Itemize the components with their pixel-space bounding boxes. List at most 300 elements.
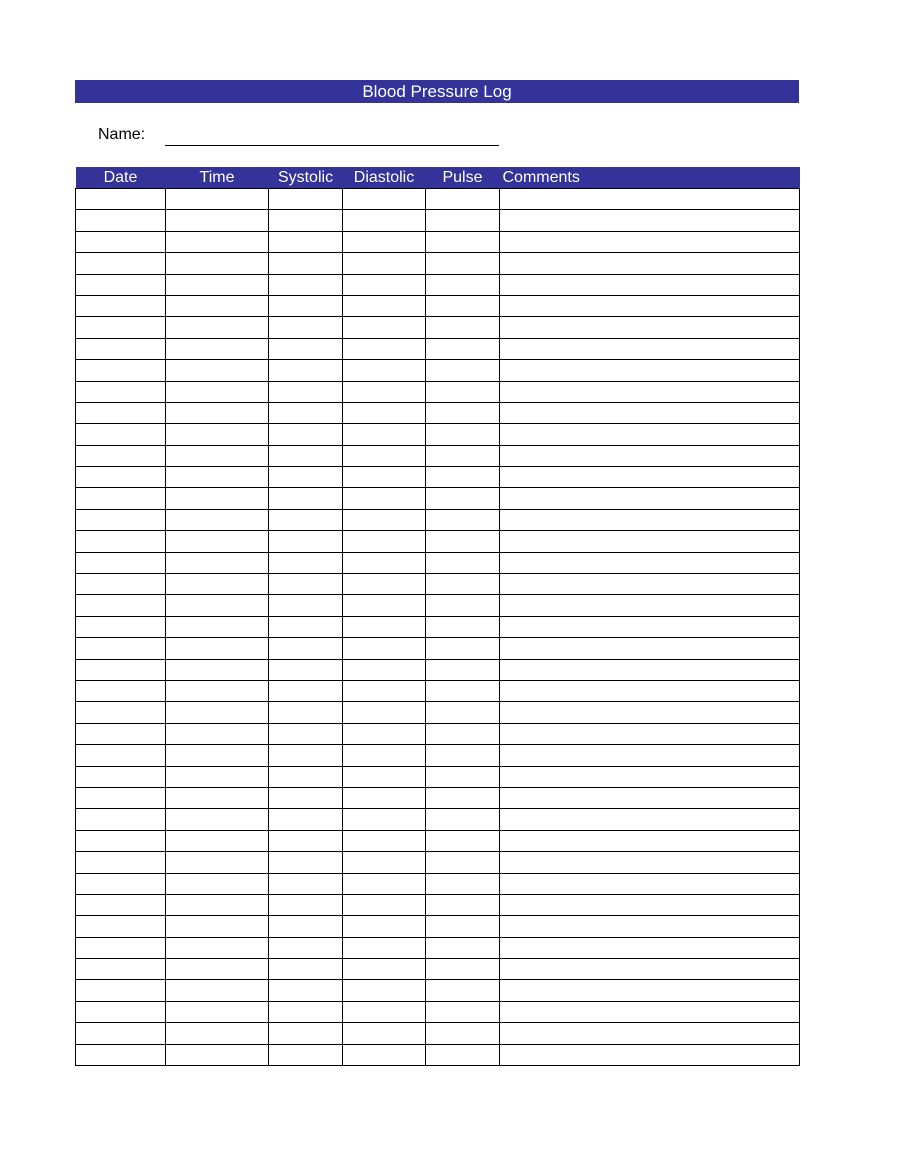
cell-diastolic[interactable]: [343, 1023, 426, 1044]
cell-comments[interactable]: [500, 274, 800, 295]
cell-comments[interactable]: [500, 723, 800, 744]
cell-comments[interactable]: [500, 231, 800, 252]
cell-systolic[interactable]: [269, 852, 343, 873]
cell-date[interactable]: [76, 402, 166, 423]
table-row: [76, 509, 800, 530]
cell-diastolic[interactable]: [343, 787, 426, 808]
cell-time[interactable]: [166, 595, 269, 616]
cell-pulse[interactable]: [426, 852, 500, 873]
cell-diastolic[interactable]: [343, 189, 426, 210]
cell-date[interactable]: [76, 317, 166, 338]
table-row: [76, 723, 800, 744]
cell-pulse[interactable]: [426, 467, 500, 488]
cell-pulse[interactable]: [426, 574, 500, 595]
cell-pulse[interactable]: [426, 317, 500, 338]
cell-diastolic[interactable]: [343, 445, 426, 466]
cell-time[interactable]: [166, 338, 269, 359]
cell-date[interactable]: [76, 274, 166, 295]
cell-diastolic[interactable]: [343, 338, 426, 359]
cell-pulse[interactable]: [426, 360, 500, 381]
cell-pulse[interactable]: [426, 894, 500, 915]
cell-diastolic[interactable]: [343, 723, 426, 744]
cell-systolic[interactable]: [269, 1001, 343, 1022]
cell-systolic[interactable]: [269, 1023, 343, 1044]
cell-date[interactable]: [76, 1044, 166, 1065]
cell-diastolic[interactable]: [343, 360, 426, 381]
cell-systolic[interactable]: [269, 745, 343, 766]
cell-comments[interactable]: [500, 1023, 800, 1044]
cell-time[interactable]: [166, 723, 269, 744]
cell-pulse[interactable]: [426, 809, 500, 830]
cell-systolic[interactable]: [269, 680, 343, 701]
cell-comments[interactable]: [500, 852, 800, 873]
table-row: [76, 231, 800, 252]
cell-pulse[interactable]: [426, 959, 500, 980]
cell-diastolic[interactable]: [343, 852, 426, 873]
cell-diastolic[interactable]: [343, 1044, 426, 1065]
table-row: [76, 830, 800, 851]
name-label: Name:: [98, 126, 146, 143]
cell-comments[interactable]: [500, 360, 800, 381]
header-row: [76, 167, 800, 189]
column-header-time: Time: [166, 167, 269, 189]
cell-date[interactable]: [76, 980, 166, 1001]
cell-comments[interactable]: [500, 488, 800, 509]
cell-diastolic[interactable]: [343, 680, 426, 701]
cell-time[interactable]: [166, 980, 269, 1001]
cell-diastolic[interactable]: [343, 766, 426, 787]
cell-comments[interactable]: [500, 616, 800, 637]
cell-comments[interactable]: [500, 959, 800, 980]
table-row: [76, 766, 800, 787]
cell-diastolic[interactable]: [343, 638, 426, 659]
cell-date[interactable]: [76, 1001, 166, 1022]
cell-time[interactable]: [166, 937, 269, 958]
cell-systolic[interactable]: [269, 574, 343, 595]
cell-systolic[interactable]: [269, 360, 343, 381]
cell-systolic[interactable]: [269, 894, 343, 915]
table-row: [76, 317, 800, 338]
table-row: [76, 916, 800, 937]
cell-time[interactable]: [166, 253, 269, 274]
cell-pulse[interactable]: [426, 531, 500, 552]
cell-systolic[interactable]: [269, 937, 343, 958]
cell-pulse[interactable]: [426, 1001, 500, 1022]
cell-date[interactable]: [76, 488, 166, 509]
cell-pulse[interactable]: [426, 338, 500, 359]
cell-date[interactable]: [76, 574, 166, 595]
cell-time[interactable]: [166, 659, 269, 680]
table-row: [76, 809, 800, 830]
cell-comments[interactable]: [500, 509, 800, 530]
cell-pulse[interactable]: [426, 445, 500, 466]
cell-time[interactable]: [166, 488, 269, 509]
cell-diastolic[interactable]: [343, 616, 426, 637]
cell-diastolic[interactable]: [343, 959, 426, 980]
cell-date[interactable]: [76, 189, 166, 210]
cell-comments[interactable]: [500, 338, 800, 359]
cell-diastolic[interactable]: [343, 295, 426, 316]
table-row: [76, 852, 800, 873]
cell-time[interactable]: [166, 702, 269, 723]
cell-systolic[interactable]: [269, 830, 343, 851]
cell-systolic[interactable]: [269, 488, 343, 509]
table-row: [76, 680, 800, 701]
table-row: [76, 1023, 800, 1044]
cell-date[interactable]: [76, 787, 166, 808]
log-rows: [76, 189, 800, 1066]
cell-date[interactable]: [76, 531, 166, 552]
table-row: [76, 467, 800, 488]
cell-pulse[interactable]: [426, 210, 500, 231]
cell-pulse[interactable]: [426, 552, 500, 573]
cell-pulse[interactable]: [426, 402, 500, 423]
cell-date[interactable]: [76, 253, 166, 274]
cell-systolic[interactable]: [269, 616, 343, 637]
table-row: [76, 552, 800, 573]
cell-diastolic[interactable]: [343, 210, 426, 231]
cell-comments[interactable]: [500, 317, 800, 338]
cell-comments[interactable]: [500, 809, 800, 830]
cell-comments[interactable]: [500, 638, 800, 659]
cell-comments[interactable]: [500, 980, 800, 1001]
cell-systolic[interactable]: [269, 959, 343, 980]
cell-time[interactable]: [166, 552, 269, 573]
cell-comments[interactable]: [500, 787, 800, 808]
cell-comments[interactable]: [500, 702, 800, 723]
cell-time[interactable]: [166, 210, 269, 231]
table-row: [76, 638, 800, 659]
table-row: [76, 1001, 800, 1022]
cell-diastolic[interactable]: [343, 1001, 426, 1022]
cell-date[interactable]: [76, 210, 166, 231]
cell-date[interactable]: [76, 873, 166, 894]
cell-date[interactable]: [76, 595, 166, 616]
cell-time[interactable]: [166, 1023, 269, 1044]
table-row: [76, 959, 800, 980]
cell-time[interactable]: [166, 873, 269, 894]
table-row: [76, 616, 800, 637]
cell-comments[interactable]: [500, 467, 800, 488]
cell-diastolic[interactable]: [343, 552, 426, 573]
cell-time[interactable]: [166, 745, 269, 766]
cell-comments[interactable]: [500, 531, 800, 552]
cell-diastolic[interactable]: [343, 253, 426, 274]
table-row: [76, 980, 800, 1001]
cell-diastolic[interactable]: [343, 809, 426, 830]
table-row: [76, 253, 800, 274]
cell-diastolic[interactable]: [343, 574, 426, 595]
cell-systolic[interactable]: [269, 702, 343, 723]
cell-date[interactable]: [76, 1023, 166, 1044]
cell-systolic[interactable]: [269, 766, 343, 787]
table-row: [76, 745, 800, 766]
cell-diastolic[interactable]: [343, 659, 426, 680]
cell-systolic[interactable]: [269, 916, 343, 937]
cell-diastolic[interactable]: [343, 402, 426, 423]
table-row: [76, 574, 800, 595]
table-row: [76, 338, 800, 359]
cell-systolic[interactable]: [269, 595, 343, 616]
table-row: [76, 1044, 800, 1065]
cell-pulse[interactable]: [426, 787, 500, 808]
cell-systolic[interactable]: [269, 787, 343, 808]
title-bar: [75, 80, 799, 103]
cell-systolic[interactable]: [269, 809, 343, 830]
column-header-systolic: Systolic: [269, 167, 343, 189]
cell-pulse[interactable]: [426, 595, 500, 616]
table-row: [76, 787, 800, 808]
cell-diastolic[interactable]: [343, 873, 426, 894]
table-row: [76, 873, 800, 894]
cell-comments[interactable]: [500, 552, 800, 573]
cell-pulse[interactable]: [426, 937, 500, 958]
cell-date[interactable]: [76, 424, 166, 445]
cell-comments[interactable]: [500, 659, 800, 680]
cell-pulse[interactable]: [426, 1044, 500, 1065]
cell-systolic[interactable]: [269, 253, 343, 274]
cell-date[interactable]: [76, 680, 166, 701]
cell-time[interactable]: [166, 830, 269, 851]
cell-pulse[interactable]: [426, 916, 500, 937]
cell-time[interactable]: [166, 295, 269, 316]
cell-pulse[interactable]: [426, 745, 500, 766]
cell-pulse[interactable]: [426, 616, 500, 637]
column-header-pulse: Pulse: [426, 167, 500, 189]
cell-time[interactable]: [166, 638, 269, 659]
cell-time[interactable]: [166, 360, 269, 381]
table-row: [76, 210, 800, 231]
table-row: [76, 659, 800, 680]
cell-date[interactable]: [76, 916, 166, 937]
cell-date[interactable]: [76, 231, 166, 252]
cell-pulse[interactable]: [426, 980, 500, 1001]
cell-time[interactable]: [166, 766, 269, 787]
cell-systolic[interactable]: [269, 210, 343, 231]
cell-date[interactable]: [76, 381, 166, 402]
cell-time[interactable]: [166, 531, 269, 552]
cell-date[interactable]: [76, 852, 166, 873]
cell-diastolic[interactable]: [343, 274, 426, 295]
cell-date[interactable]: [76, 638, 166, 659]
cell-systolic[interactable]: [269, 424, 343, 445]
cell-date[interactable]: [76, 702, 166, 723]
cell-pulse[interactable]: [426, 509, 500, 530]
cell-date[interactable]: [76, 766, 166, 787]
cell-systolic[interactable]: [269, 231, 343, 252]
cell-comments[interactable]: [500, 1044, 800, 1065]
cell-comments[interactable]: [500, 916, 800, 937]
cell-pulse[interactable]: [426, 253, 500, 274]
cell-systolic[interactable]: [269, 552, 343, 573]
cell-systolic[interactable]: [269, 381, 343, 402]
cell-comments[interactable]: [500, 680, 800, 701]
page-title: Blood Pressure Log: [362, 82, 512, 101]
cell-systolic[interactable]: [269, 338, 343, 359]
table-row: [76, 274, 800, 295]
cell-pulse[interactable]: [426, 680, 500, 701]
cell-systolic[interactable]: [269, 509, 343, 530]
table-row: [76, 381, 800, 402]
cell-diastolic[interactable]: [343, 916, 426, 937]
table-row: [76, 445, 800, 466]
cell-time[interactable]: [166, 959, 269, 980]
cell-pulse[interactable]: [426, 766, 500, 787]
cell-systolic[interactable]: [269, 467, 343, 488]
cell-time[interactable]: [166, 189, 269, 210]
cell-time[interactable]: [166, 916, 269, 937]
cell-comments[interactable]: [500, 894, 800, 915]
cell-comments[interactable]: [500, 574, 800, 595]
cell-time[interactable]: [166, 1001, 269, 1022]
cell-comments[interactable]: [500, 295, 800, 316]
cell-date[interactable]: [76, 659, 166, 680]
cell-comments[interactable]: [500, 830, 800, 851]
table-row: [76, 295, 800, 316]
cell-comments[interactable]: [500, 745, 800, 766]
cell-time[interactable]: [166, 1044, 269, 1065]
cell-comments[interactable]: [500, 402, 800, 423]
log-table: [75, 167, 800, 1066]
cell-diastolic[interactable]: [343, 467, 426, 488]
cell-pulse[interactable]: [426, 424, 500, 445]
cell-pulse[interactable]: [426, 638, 500, 659]
table-row: [76, 424, 800, 445]
cell-pulse[interactable]: [426, 274, 500, 295]
cell-pulse[interactable]: [426, 231, 500, 252]
table-row: [76, 488, 800, 509]
table-row: [76, 189, 800, 210]
cell-pulse[interactable]: [426, 295, 500, 316]
cell-pulse[interactable]: [426, 659, 500, 680]
cell-pulse[interactable]: [426, 723, 500, 744]
cell-time[interactable]: [166, 509, 269, 530]
cell-pulse[interactable]: [426, 189, 500, 210]
cell-date[interactable]: [76, 937, 166, 958]
cell-date[interactable]: [76, 894, 166, 915]
cell-comments[interactable]: [500, 873, 800, 894]
cell-diastolic[interactable]: [343, 980, 426, 1001]
cell-comments[interactable]: [500, 210, 800, 231]
cell-date[interactable]: [76, 552, 166, 573]
table-row: [76, 402, 800, 423]
cell-pulse[interactable]: [426, 488, 500, 509]
cell-date[interactable]: [76, 723, 166, 744]
cell-diastolic[interactable]: [343, 424, 426, 445]
cell-diastolic[interactable]: [343, 830, 426, 851]
cell-systolic[interactable]: [269, 723, 343, 744]
cell-systolic[interactable]: [269, 445, 343, 466]
cell-systolic[interactable]: [269, 1044, 343, 1065]
cell-pulse[interactable]: [426, 830, 500, 851]
cell-time[interactable]: [166, 231, 269, 252]
cell-systolic[interactable]: [269, 531, 343, 552]
cell-diastolic[interactable]: [343, 595, 426, 616]
cell-systolic[interactable]: [269, 638, 343, 659]
cell-diastolic[interactable]: [343, 937, 426, 958]
cell-pulse[interactable]: [426, 873, 500, 894]
cell-diastolic[interactable]: [343, 745, 426, 766]
table-row: [76, 937, 800, 958]
cell-date[interactable]: [76, 509, 166, 530]
name-field-line[interactable]: [165, 145, 499, 146]
cell-diastolic[interactable]: [343, 381, 426, 402]
cell-comments[interactable]: [500, 766, 800, 787]
cell-time[interactable]: [166, 381, 269, 402]
cell-time[interactable]: [166, 787, 269, 808]
cell-diastolic[interactable]: [343, 702, 426, 723]
cell-time[interactable]: [166, 809, 269, 830]
cell-date[interactable]: [76, 959, 166, 980]
cell-systolic[interactable]: [269, 189, 343, 210]
cell-comments[interactable]: [500, 381, 800, 402]
cell-date[interactable]: [76, 616, 166, 637]
cell-comments[interactable]: [500, 253, 800, 274]
cell-systolic[interactable]: [269, 873, 343, 894]
cell-pulse[interactable]: [426, 381, 500, 402]
cell-time[interactable]: [166, 852, 269, 873]
cell-diastolic[interactable]: [343, 488, 426, 509]
cell-comments[interactable]: [500, 424, 800, 445]
cell-diastolic[interactable]: [343, 231, 426, 252]
cell-time[interactable]: [166, 894, 269, 915]
cell-date[interactable]: [76, 295, 166, 316]
cell-time[interactable]: [166, 467, 269, 488]
cell-diastolic[interactable]: [343, 509, 426, 530]
cell-systolic[interactable]: [269, 659, 343, 680]
table-row: [76, 531, 800, 552]
cell-time[interactable]: [166, 680, 269, 701]
cell-time[interactable]: [166, 317, 269, 338]
cell-comments[interactable]: [500, 445, 800, 466]
cell-diastolic[interactable]: [343, 894, 426, 915]
cell-date[interactable]: [76, 338, 166, 359]
cell-date[interactable]: [76, 745, 166, 766]
cell-comments[interactable]: [500, 189, 800, 210]
cell-systolic[interactable]: [269, 980, 343, 1001]
cell-date[interactable]: [76, 467, 166, 488]
table-row: [76, 595, 800, 616]
cell-systolic[interactable]: [269, 317, 343, 338]
cell-date[interactable]: [76, 809, 166, 830]
cell-date[interactable]: [76, 360, 166, 381]
cell-time[interactable]: [166, 424, 269, 445]
cell-systolic[interactable]: [269, 295, 343, 316]
cell-time[interactable]: [166, 445, 269, 466]
table-row: [76, 360, 800, 381]
column-header-comments: Comments: [500, 167, 800, 189]
column-header-diastolic: Diastolic: [343, 167, 426, 189]
cell-time[interactable]: [166, 274, 269, 295]
cell-diastolic[interactable]: [343, 531, 426, 552]
cell-systolic[interactable]: [269, 402, 343, 423]
cell-comments[interactable]: [500, 595, 800, 616]
cell-pulse[interactable]: [426, 702, 500, 723]
cell-time[interactable]: [166, 574, 269, 595]
cell-diastolic[interactable]: [343, 317, 426, 338]
cell-pulse[interactable]: [426, 1023, 500, 1044]
cell-time[interactable]: [166, 616, 269, 637]
cell-comments[interactable]: [500, 937, 800, 958]
cell-date[interactable]: [76, 445, 166, 466]
cell-systolic[interactable]: [269, 274, 343, 295]
table-row: [76, 894, 800, 915]
cell-comments[interactable]: [500, 1001, 800, 1022]
table-row: [76, 702, 800, 723]
cell-date[interactable]: [76, 830, 166, 851]
cell-time[interactable]: [166, 402, 269, 423]
column-header-date: Date: [76, 167, 166, 189]
